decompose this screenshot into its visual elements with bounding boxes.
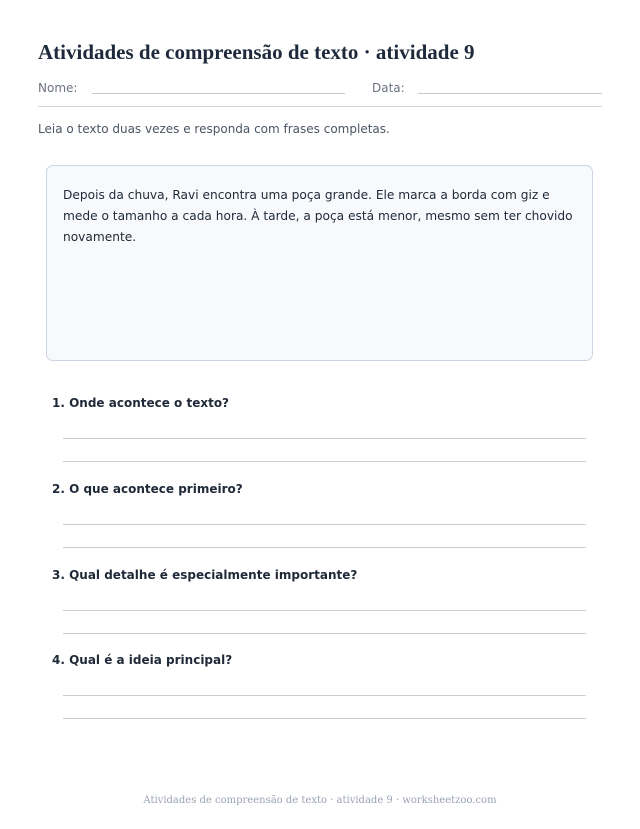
- question-3: [52, 568, 586, 582]
- date-field-line[interactable]: [418, 93, 602, 94]
- answer-line[interactable]: [63, 610, 586, 611]
- date-label: Data:: [372, 81, 405, 95]
- question-4: [52, 653, 586, 667]
- answer-line[interactable]: [63, 695, 586, 696]
- question-text: 2. O que acontece primeiro?: [52, 482, 243, 496]
- reading-passage: Depois da chuva, Ravi encontra uma poça grande. Ele marca a borda com giz e mede o tamanho a cada hora. À tarde, a poça está menor, mesmo sem ter chovido novamente.: [63, 188, 573, 244]
- instructions: Leia o texto duas vezes e responda com frases completas.: [38, 122, 390, 136]
- question-2: [52, 482, 586, 496]
- name-label: Nome:: [38, 81, 78, 95]
- question-text: 4. Qual é a ideia principal?: [52, 653, 233, 667]
- name-date-row: [38, 80, 602, 107]
- page-footer: Atividades de compreensão de texto · atividade 9 · worksheetzoo.com: [143, 795, 497, 806]
- answer-line[interactable]: [63, 718, 586, 719]
- question-text: 1. Onde acontece o texto?: [52, 396, 230, 410]
- answer-line[interactable]: [63, 524, 586, 525]
- question-text: 3. Qual detalhe é especialmente importante?: [52, 568, 358, 582]
- question-1: [52, 396, 586, 410]
- worksheet-title: Atividades de compreensão de texto · atividade 9: [38, 40, 475, 64]
- answer-line[interactable]: [63, 547, 586, 548]
- name-field-line[interactable]: [92, 93, 345, 94]
- answer-line[interactable]: [63, 461, 586, 462]
- answer-line[interactable]: [63, 633, 586, 634]
- reading-passage-box: [46, 165, 593, 361]
- answer-line[interactable]: [63, 438, 586, 439]
